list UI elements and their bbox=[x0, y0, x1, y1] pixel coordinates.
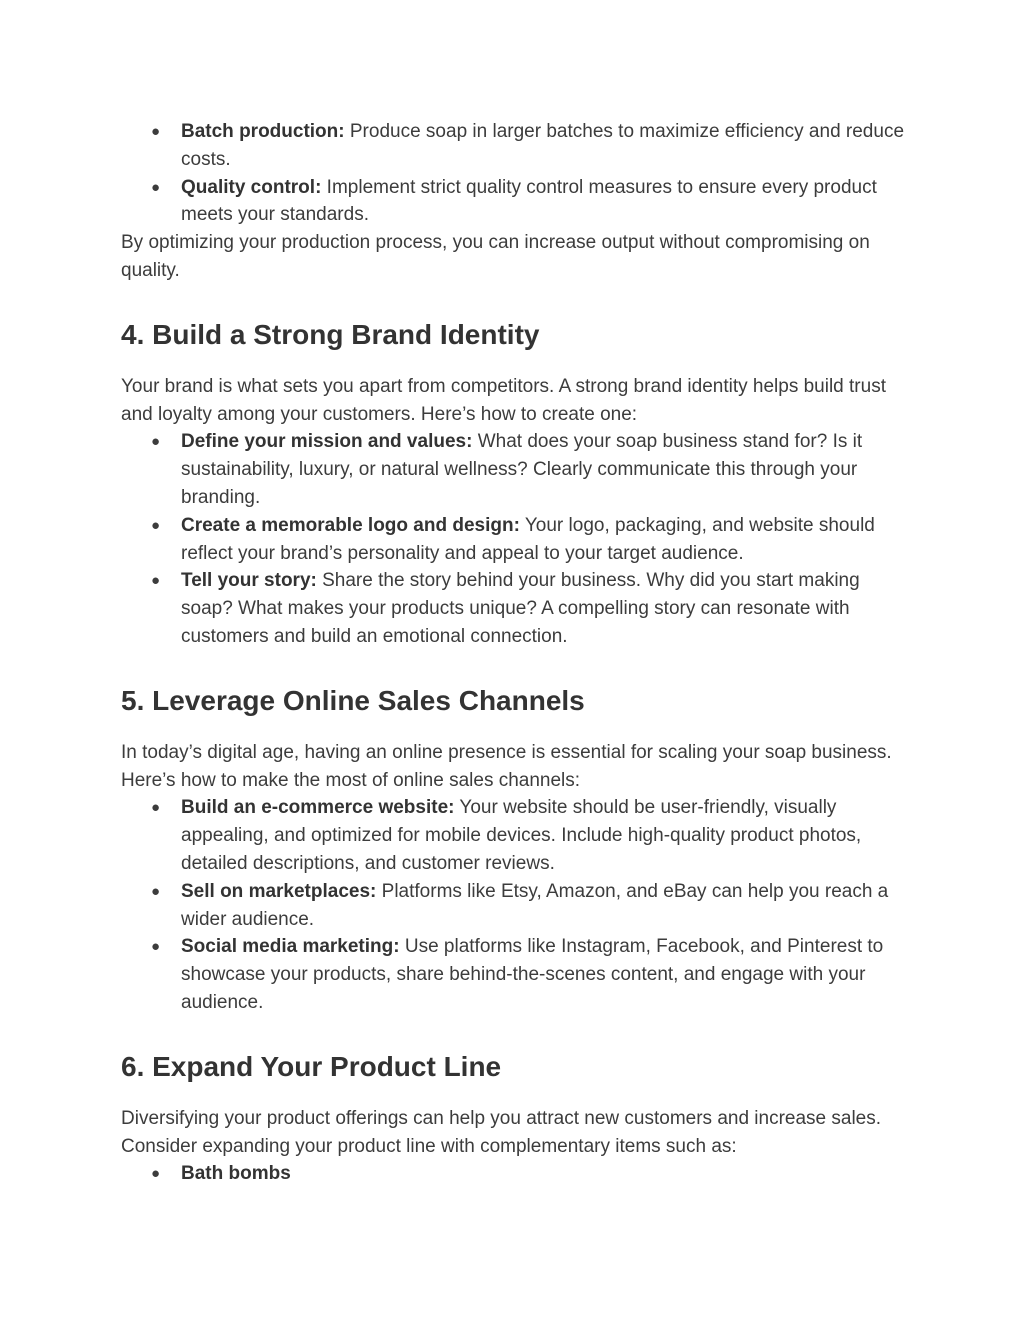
section4-bullet-list bbox=[121, 428, 906, 650]
section-heading: 5. Leverage Online Sales Channels bbox=[121, 684, 585, 716]
bullet-lead: Sell on marketplaces: bbox=[181, 880, 377, 902]
bullet-text: Implement strict quality control measures to ensure every product meets your standards. bbox=[181, 176, 877, 226]
section-paragraph: Diversifying your product offerings can help you attract new customers and increase sales. Consider expanding your product line with complementary items such as: bbox=[121, 1107, 882, 1157]
bullet-icon: ● bbox=[151, 938, 161, 956]
bullet-icon: ● bbox=[151, 178, 161, 196]
document-page bbox=[121, 118, 906, 1188]
bullet-icon: ● bbox=[151, 799, 161, 817]
bullet-icon: ● bbox=[151, 882, 161, 900]
intro-closing-paragraph: By optimizing your production process, you can increase output without compromising on quality. bbox=[121, 232, 870, 281]
list-item bbox=[121, 933, 906, 1016]
bullet-lead: Batch production: bbox=[181, 121, 345, 142]
list-item bbox=[121, 118, 906, 174]
bullet-lead: Social media marketing: bbox=[181, 936, 400, 958]
bullet-text: Share the story behind your business. Why did you start making soap? What makes your products unique? A compelling story can resonate with customers and build an emotional connection. bbox=[181, 570, 860, 647]
bullet-icon: ● bbox=[151, 572, 161, 590]
list-item bbox=[121, 428, 906, 511]
bullet-lead: Tell your story: bbox=[181, 570, 317, 592]
section6-bullet-list bbox=[121, 1160, 906, 1188]
bullet-icon: ● bbox=[151, 516, 161, 534]
section-paragraph: In today’s digital age, having an online presence is essential for scaling your soap business. Here’s how to make the most of online sales channels: bbox=[121, 741, 892, 791]
bullet-text: What does your soap business stand for? Is it sustainability, luxury, or natural wellness? Clearly communicate this through your branding. bbox=[181, 431, 863, 508]
bullet-lead: Build an e-commerce website: bbox=[181, 797, 455, 819]
list-item bbox=[121, 878, 906, 934]
list-item bbox=[121, 567, 906, 650]
bullet-icon: ● bbox=[151, 433, 161, 451]
bullet-lead: Bath bombs bbox=[181, 1163, 291, 1185]
bullet-lead: Define your mission and values: bbox=[181, 431, 473, 453]
list-item bbox=[121, 512, 906, 568]
list-item bbox=[121, 1160, 906, 1188]
bullet-icon: ● bbox=[151, 1165, 161, 1183]
section-paragraph: Your brand is what sets you apart from competitors. A strong brand identity helps build trust and loyalty among your customers. Here’s how to create one: bbox=[121, 375, 886, 425]
bullet-icon: ● bbox=[151, 123, 161, 140]
bullet-text: Use platforms like Instagram, Facebook, and Pinterest to showcase your products, share behind-the-scenes content, and engage with your audience. bbox=[181, 936, 884, 1013]
section5-bullet-list bbox=[121, 794, 906, 1016]
intro-bullet-list bbox=[121, 118, 906, 229]
bullet-text: Produce soap in larger batches to maximize efficiency and reduce costs. bbox=[181, 121, 905, 170]
list-item bbox=[121, 174, 906, 230]
list-item bbox=[121, 794, 906, 877]
section-heading: 4. Build a Strong Brand Identity bbox=[121, 318, 540, 350]
bullet-lead: Create a memorable logo and design: bbox=[181, 514, 520, 536]
section-heading: 6. Expand Your Product Line bbox=[121, 1050, 502, 1082]
bullet-text: Your website should be user-friendly, visually appealing, and optimized for mobile devices. Include high-quality product photos, detailed descriptions, and customer reviews. bbox=[181, 797, 862, 874]
bullet-text: Platforms like Etsy, Amazon, and eBay can help you reach a wider audience. bbox=[181, 880, 889, 930]
bullet-text: Your logo, packaging, and website should reflect your brand’s personality and appeal to your target audience. bbox=[181, 514, 875, 564]
bullet-lead: Quality control: bbox=[181, 176, 322, 198]
